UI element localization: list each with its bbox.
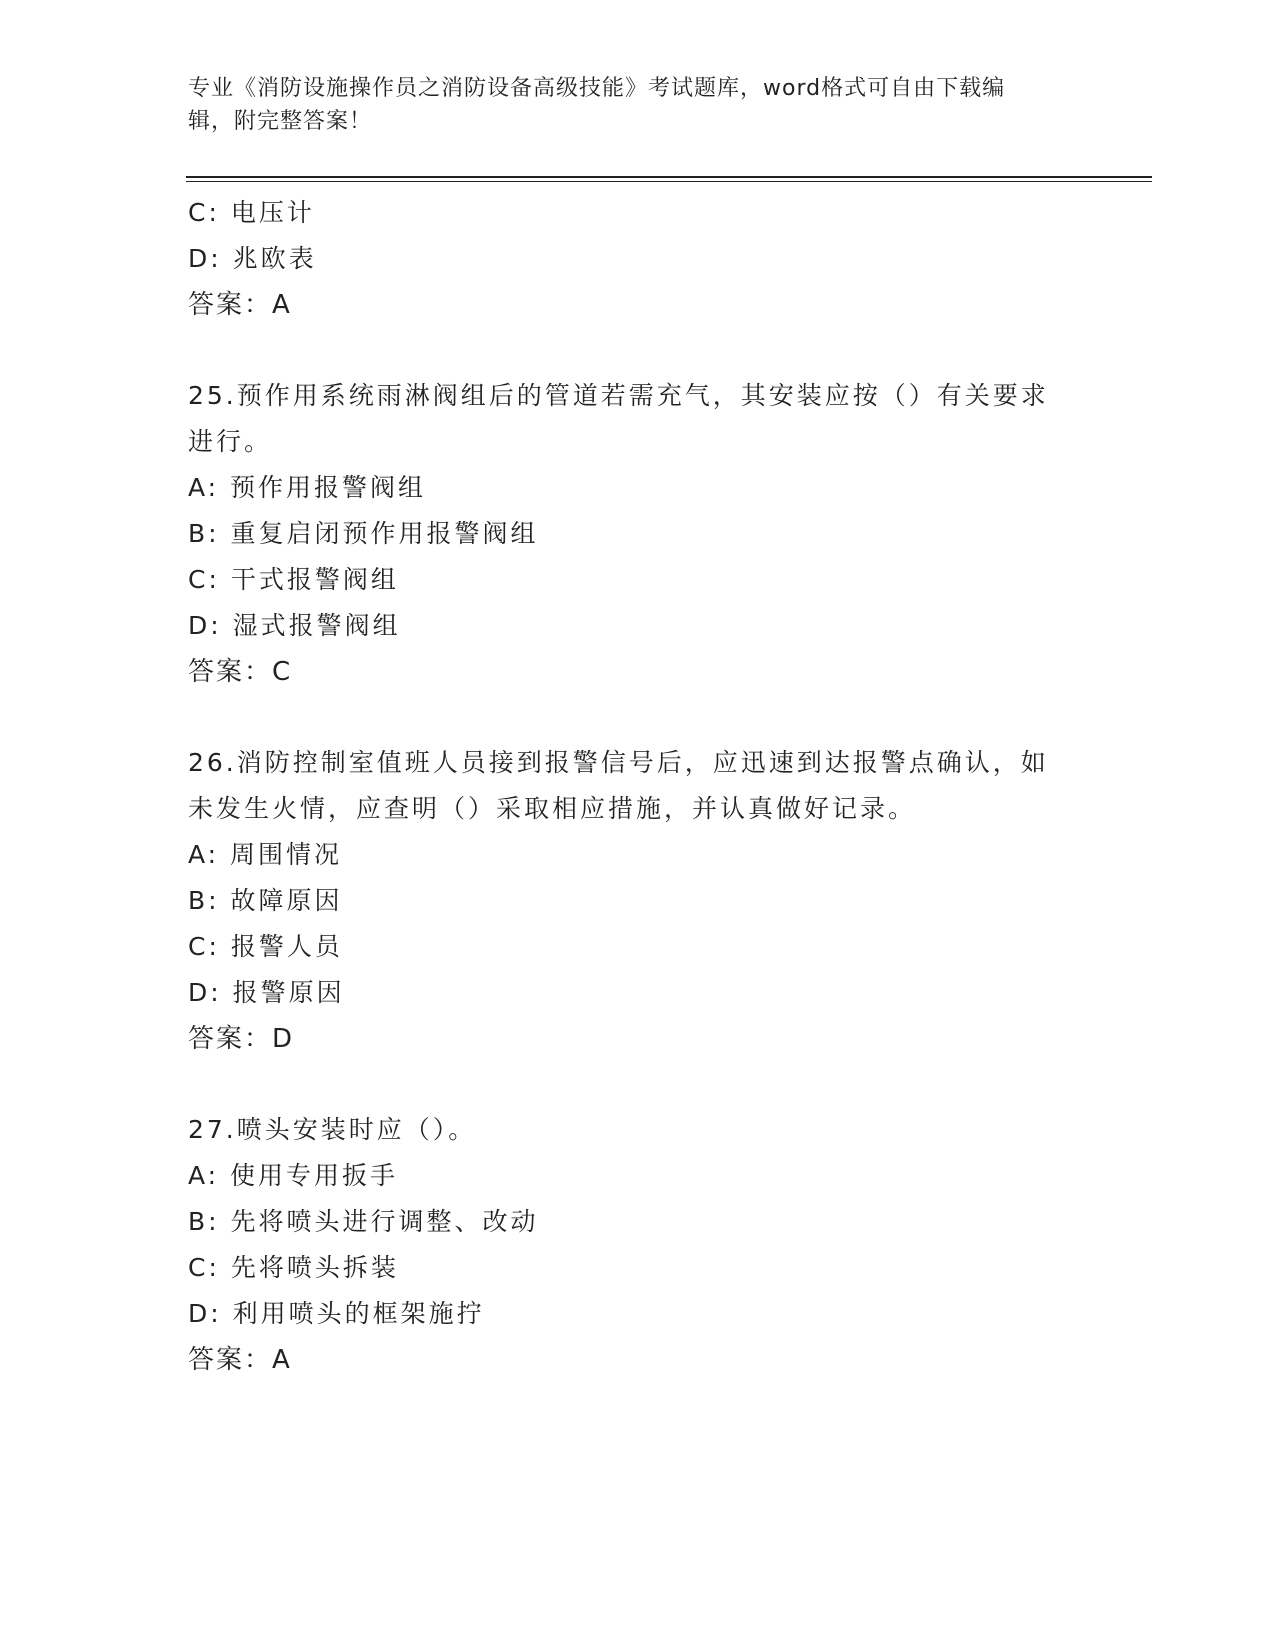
option-c: C: 干式报警阀组 <box>188 565 399 594</box>
spacer <box>188 1062 1088 1107</box>
option-b: B: 故障原因 <box>188 886 343 915</box>
question-27 <box>188 1107 1088 1383</box>
question-stem-line-2: 进行。 <box>188 427 273 456</box>
option-d: D: 兆欧表 <box>188 244 317 273</box>
option-a: A: 使用专用扳手 <box>188 1161 399 1190</box>
answer-line: 答案：A <box>188 1345 292 1375</box>
answer-line: 答案：A <box>188 290 292 320</box>
spacer <box>188 328 1088 373</box>
question-stem-line-1: 27.喷头安装时应（）。 <box>188 1115 477 1144</box>
spacer <box>188 695 1088 740</box>
question-25 <box>188 373 1088 695</box>
option-b: B: 先将喷头进行调整、改动 <box>188 1207 539 1236</box>
header-line-1: 专业《消防设施操作员之消防设备高级技能》考试题库，word格式可自由下载编 <box>188 76 1006 101</box>
option-c: C: 报警人员 <box>188 932 343 961</box>
question-24-tail <box>188 190 1088 328</box>
question-content <box>188 190 1088 1383</box>
header-divider-thick <box>186 176 1152 178</box>
question-stem-line-1: 26.消防控制室值班人员接到报警信号后，应迅速到达报警点确认，如 <box>188 748 1049 777</box>
question-stem-line-1: 25.预作用系统雨淋阀组后的管道若需充气，其安装应按（）有关要求 <box>188 381 1049 410</box>
option-c: C: 电压计 <box>188 198 315 227</box>
header-divider-thin <box>186 181 1152 182</box>
option-c: C: 先将喷头拆装 <box>188 1253 399 1282</box>
option-a: A: 预作用报警阀组 <box>188 473 427 502</box>
option-d: D: 报警原因 <box>188 978 345 1007</box>
page-header <box>188 72 1068 138</box>
answer-line: 答案：D <box>188 1024 295 1054</box>
option-a: A: 周围情况 <box>188 840 343 869</box>
question-26 <box>188 740 1088 1062</box>
answer-line: 答案：C <box>188 657 293 687</box>
option-d: D: 利用喷头的框架施拧 <box>188 1299 485 1328</box>
option-b: B: 重复启闭预作用报警阀组 <box>188 519 539 548</box>
question-stem-line-2: 未发生火情，应查明（）采取相应措施，并认真做好记录。 <box>188 794 917 823</box>
header-line-2: 辑，附完整答案！ <box>188 109 373 134</box>
option-d: D: 湿式报警阀组 <box>188 611 401 640</box>
